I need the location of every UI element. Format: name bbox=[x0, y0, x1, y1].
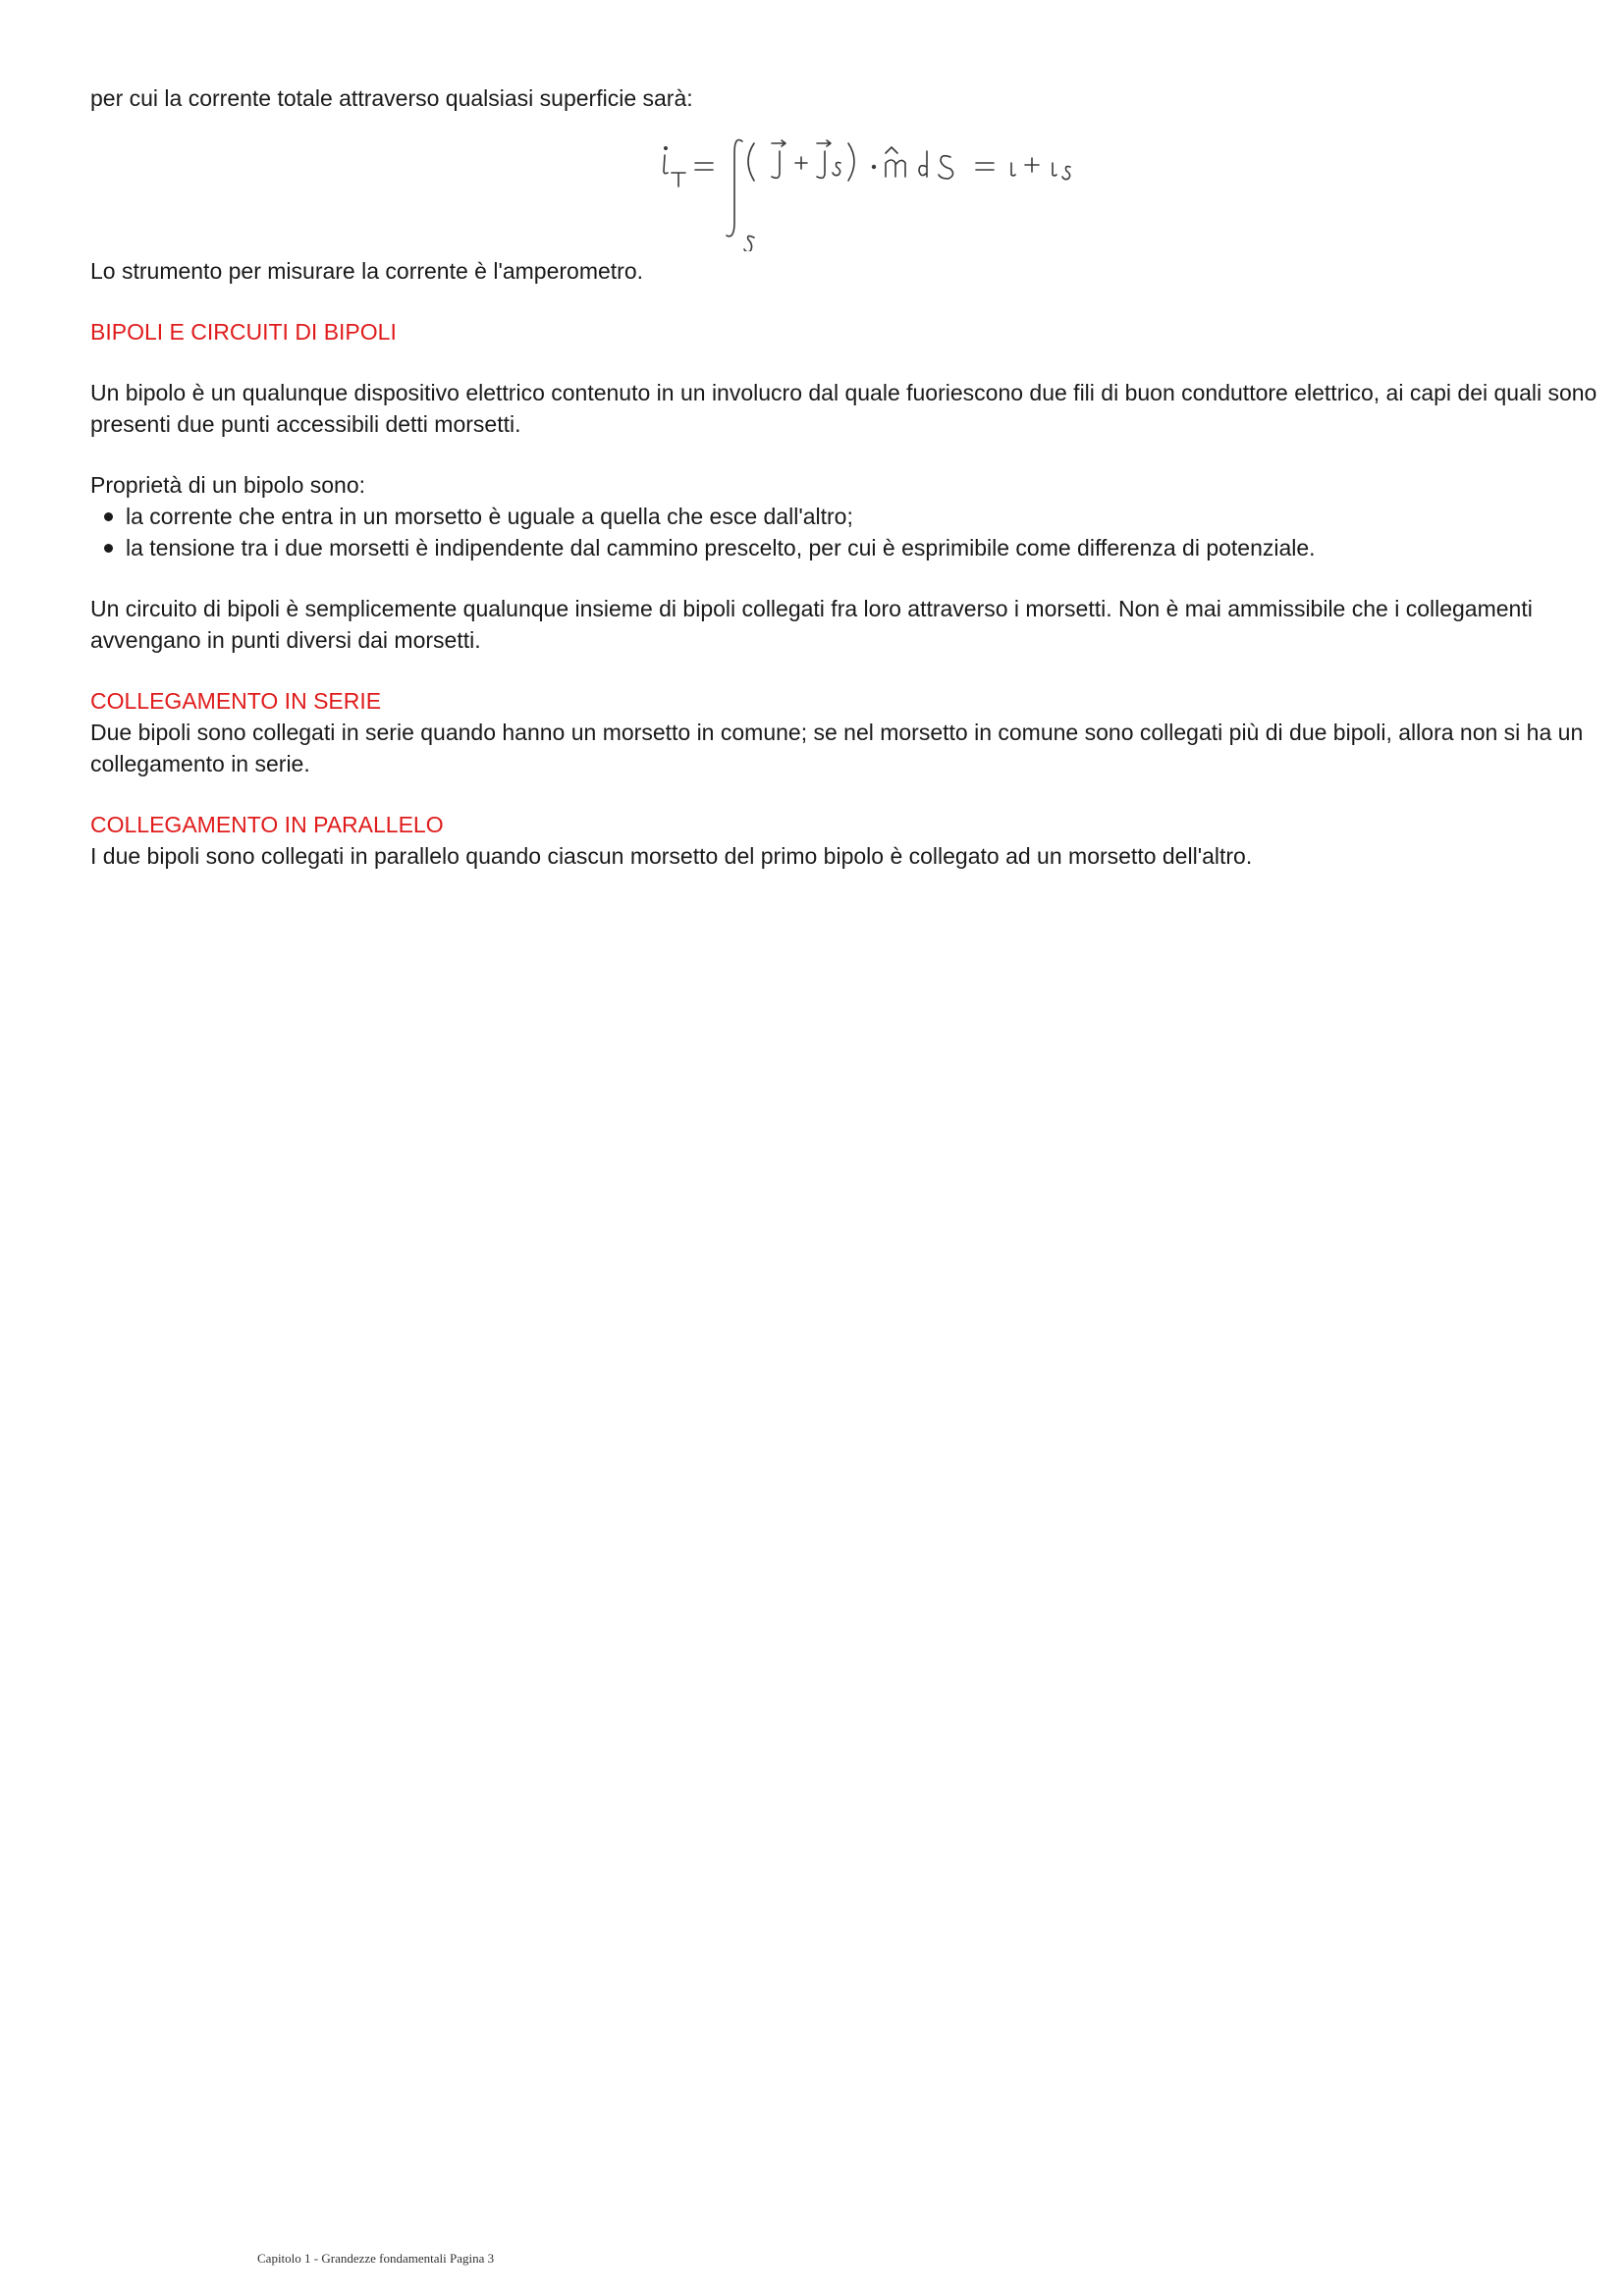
bipolo-definition: Un bipolo è un qualunque dispositivo elettrico contenuto in un involucro dal quale fuoriescono due fili di buon conduttore elettrico, ai capi dei quali sono presenti due punti accessibili detti morsetti. bbox=[90, 380, 1597, 437]
page-footer: Capitolo 1 - Grandezze fondamentali Pagina 3 bbox=[257, 2251, 495, 2266]
list-item bbox=[90, 501, 1622, 532]
heading-serie: COLLEGAMENTO IN SERIE bbox=[90, 688, 382, 714]
property-text: la corrente che entra in un morsetto è uguale a quella che esce dall'altro; bbox=[126, 504, 853, 529]
heading-parallelo: COLLEGAMENTO IN PARALLELO bbox=[90, 812, 444, 837]
page-content bbox=[90, 82, 1622, 872]
list-item bbox=[90, 532, 1622, 563]
parallelo-text: I due bipoli sono collegati in parallelo quando ciascun morsetto del primo bipolo è collegato ad un morsetto dell'altro. bbox=[90, 843, 1253, 869]
serie-text: Due bipoli sono collegati in serie quando hanno un morsetto in comune; se nel morsetto in comune sono collegati più di due bipoli, allora non si ha un collegamento in serie. bbox=[90, 720, 1584, 776]
circuit-text: Un circuito di bipoli è semplicemente qualunque insieme di bipoli collegati fra loro attraverso i morsetti. Non è mai ammissibile che i collegamenti avvengano in punti diversi dai morsetti. bbox=[90, 596, 1533, 653]
heading-bipoli: BIPOLI E CIRCUITI DI BIPOLI bbox=[90, 319, 397, 345]
bullet-icon bbox=[104, 512, 113, 521]
properties-intro: Proprietà di un bipolo sono: bbox=[90, 472, 366, 498]
properties-list bbox=[90, 501, 1622, 563]
ammeter-text: Lo strumento per misurare la corrente è l'amperometro. bbox=[90, 258, 644, 284]
intro-text: per cui la corrente totale attraverso qualsiasi superficie sarà: bbox=[90, 85, 693, 111]
formula-drawing bbox=[562, 114, 1131, 251]
property-text: la tensione tra i due morsetti è indipendente dal cammino prescelto, per cui è esprimibile come differenza di potenziale. bbox=[126, 535, 1316, 561]
bullet-icon bbox=[104, 544, 113, 553]
handwritten-formula bbox=[90, 118, 1622, 245]
